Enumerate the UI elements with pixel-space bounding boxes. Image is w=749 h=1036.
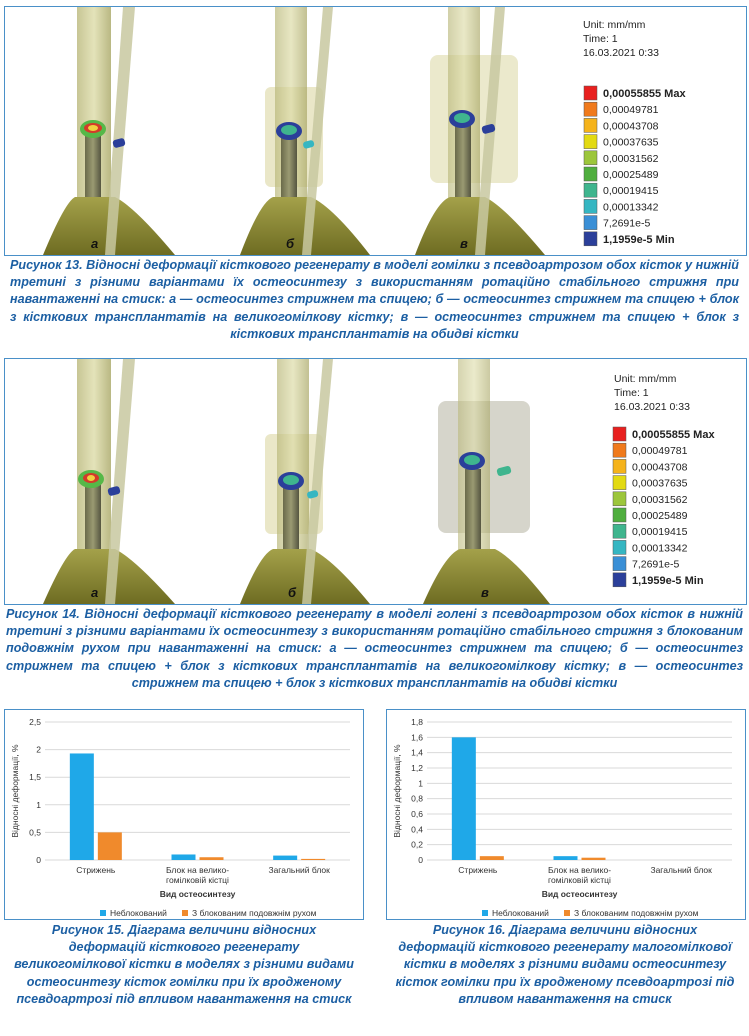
x-tick-label: Загальний блок: [268, 865, 330, 875]
legend-swatch: [100, 910, 106, 916]
x-tick-label: Блок на велико-: [165, 865, 230, 875]
legend-label: 0,00019415: [603, 185, 659, 198]
figure-16-chart: [386, 709, 746, 920]
panel-a-model: [43, 359, 175, 604]
legend-swatch: [584, 183, 597, 197]
legend-label: 0,00055855 Max: [603, 88, 686, 100]
y-tick-label: 1,6: [411, 732, 423, 743]
legend-swatch: [482, 910, 488, 916]
bar-blocked: [200, 857, 224, 860]
panel-b-model: [240, 359, 370, 604]
unit-text: Unit: mm/mm: [614, 373, 677, 385]
figure-14-caption: [6, 606, 743, 692]
date-text: 16.03.2021 0:33: [583, 47, 659, 59]
panel-b-model: [240, 7, 370, 255]
legend-label: 0,00037635: [603, 136, 659, 149]
legend-label: 0,00031562: [632, 493, 688, 506]
figure-15-caption: [14, 922, 354, 1008]
panel-c-label: в: [460, 236, 468, 251]
panel-a-label: а: [91, 585, 99, 600]
legend-swatch: [613, 524, 626, 538]
legend-13: [584, 86, 686, 246]
legend-swatch: [613, 443, 626, 457]
legend-label: 7,2691e-5: [603, 217, 651, 230]
time-text: Time: 1: [614, 387, 649, 399]
y-tick-label: 0,8: [411, 793, 423, 804]
figure-13-caption-text: Відносні деформації кісткового регенерату в моделі гомілки з псевдоартрозом обох кісток у нижній третині з різними варіантами їх остеосинтезу з використанням ротаційно стабільного стрижня при навантаженні на стиск: а — остеосинтез стрижнем та спицею; б — остеосинтез стрижнем та спицею + блок з кісткових трансплантатів на великогомілкову кістку; в — остеосинтез стрижнем та спицею + блок з кісткових трансплантатів на обидві кістки: [10, 258, 739, 341]
legend-label: 0,00025489: [603, 169, 659, 181]
legend-swatch: [613, 540, 626, 554]
unit-text: Unit: mm/mm: [583, 19, 646, 31]
y-tick-label: 2,5: [29, 717, 41, 727]
legend-label: Неблокований: [110, 908, 167, 918]
figure-14-svg: [5, 359, 746, 604]
x-axis-label: Вид остеосинтезу: [159, 889, 236, 899]
legend-swatch: [584, 151, 597, 165]
y-tick-label: 0,2: [411, 839, 423, 850]
y-tick-label: 1: [36, 799, 41, 810]
legend-label: 1,1959e-5 Min: [632, 574, 704, 587]
bar-blocked: [480, 856, 504, 860]
legend-label: 7,2691e-5: [632, 558, 680, 571]
legend-swatch: [584, 216, 597, 230]
y-tick-label: 1: [418, 778, 423, 789]
figure-13-image: [4, 6, 747, 256]
legend-swatch: [584, 232, 597, 246]
panel-b-label: б: [288, 585, 297, 600]
x-axis-label: Вид остеосинтезу: [541, 889, 618, 899]
legend-label: 0,00031562: [603, 152, 659, 165]
legend-swatch: [564, 910, 570, 916]
y-tick-label: 1,8: [411, 717, 423, 727]
legend-label: 0,00043708: [632, 461, 688, 474]
y-tick-label: 0: [36, 855, 41, 865]
legend-swatch: [182, 910, 188, 916]
x-tick-label: Стрижень: [76, 865, 116, 875]
figure-14-caption-label: Рисунок 14.: [6, 607, 80, 621]
legend-label: 0,00037635: [632, 477, 688, 490]
x-tick-label: Стрижень: [458, 865, 498, 875]
legend-label: 0,00049781: [603, 104, 659, 117]
bar-blocked: [582, 858, 606, 860]
figure-15-chart: [4, 709, 364, 920]
figure-16-caption-label: Рисунок 16.: [432, 923, 506, 937]
legend-swatch: [613, 476, 626, 490]
legend-label: 0,00013342: [632, 542, 688, 555]
legend-label: 0,00049781: [632, 445, 688, 458]
y-tick-label: 0: [418, 855, 423, 865]
date-text: 16.03.2021 0:33: [614, 401, 690, 413]
y-axis-label: Відносні деформації, %: [10, 744, 20, 838]
y-tick-label: 2: [36, 744, 41, 755]
legend-label: З блокованим подовжнім рухом: [192, 908, 317, 918]
panel-c-label: в: [481, 585, 489, 600]
legend-label: З блокованим подовжнім рухом: [574, 908, 699, 918]
time-text: Time: 1: [583, 33, 618, 45]
legend-swatch: [613, 427, 626, 441]
figure-14-image: [4, 358, 747, 605]
bar-unblocked: [70, 753, 94, 860]
y-axis-label: Відносні деформації, %: [392, 744, 402, 838]
panel-a-label: а: [91, 236, 99, 251]
figure-16-caption-text: Діаграма величини відносних деформацій кісткового регенерату малогомілкової кістки в моделях з різними видами остеосинтезу кісток гомілки при їх вродженому псевдоартрозі під впливом навантаження на стиск: [395, 923, 735, 1006]
bar-unblocked: [452, 737, 476, 860]
legend-swatch: [613, 459, 626, 473]
x-tick-label: гомілковій кістці: [548, 875, 611, 885]
panel-c-model: [423, 359, 550, 604]
x-tick-label: Загальний блок: [650, 865, 712, 875]
x-tick-label: гомілковій кістці: [166, 875, 229, 885]
legend-swatch: [584, 167, 597, 181]
figure-13-svg: [5, 7, 746, 255]
panel-a-model: [43, 7, 175, 255]
legend-swatch: [613, 508, 626, 522]
legend-label: 0,00025489: [632, 510, 688, 522]
legend-label: 0,00013342: [603, 201, 659, 214]
legend-swatch: [584, 135, 597, 149]
figure-15-caption-text: Діаграма величини відносних деформацій кісткового регенерату великогомілкової кістки в моделях з різними видами остеосинтезу кісток гомілки при їх вродженому псевдоартрозі під впливом навантаження на стиск: [14, 923, 354, 1006]
figure-15-caption-label: Рисунок 15.: [51, 923, 125, 937]
bar-unblocked: [554, 856, 578, 860]
legend-label: 1,1959e-5 Min: [603, 233, 675, 246]
x-tick-label: Блок на велико-: [547, 865, 612, 875]
legend-label: 0,00055855 Max: [632, 429, 715, 441]
figure-13-caption: [10, 257, 739, 343]
bar-blocked: [98, 832, 122, 860]
y-tick-label: 0,5: [29, 827, 41, 838]
legend-swatch: [584, 118, 597, 132]
legend-swatch: [613, 573, 626, 587]
legend-swatch: [584, 86, 597, 100]
chart-15-svg: [5, 710, 363, 919]
legend-14: [613, 427, 715, 587]
figure-16-caption: [394, 922, 736, 1008]
figure-14-caption-text: Відносні деформації кісткового регенерату в моделі голені з псевдоартрозом обох кісток в нижній третині з різними варіантами їх остеосинтезу з використанням ротаційно стабільного стрижня з блокованим подовжнім рухом при навантаженні на стиск: а — остеосинтез стрижнем та спицею; б — остеосинтез стрижнем та спицею + блок з кісткових трансплантатів на великогомілкову кістку; в — остеосинтез стрижнем та спицею + блок з кісткових трансплантатів на обидві кістки: [6, 607, 743, 690]
chart-16-svg: [387, 710, 745, 919]
bar-unblocked: [273, 856, 297, 860]
legend-label: 0,00019415: [632, 526, 688, 539]
figure-13-caption-label: Рисунок 13.: [10, 258, 83, 272]
panel-b-label: б: [286, 236, 295, 251]
bar-blocked: [301, 859, 325, 860]
legend-label: Неблокований: [492, 908, 549, 918]
bar-unblocked: [172, 854, 196, 860]
panel-c-model: [415, 7, 545, 255]
legend-swatch: [584, 199, 597, 213]
y-tick-label: 0,4: [411, 824, 423, 835]
legend-label: 0,00043708: [603, 120, 659, 133]
y-tick-label: 1,5: [29, 772, 41, 783]
legend-swatch: [613, 557, 626, 571]
y-tick-label: 0,6: [411, 809, 423, 819]
y-tick-label: 1,2: [411, 763, 423, 773]
legend-swatch: [584, 102, 597, 116]
y-tick-label: 1,4: [411, 747, 423, 758]
legend-swatch: [613, 492, 626, 506]
